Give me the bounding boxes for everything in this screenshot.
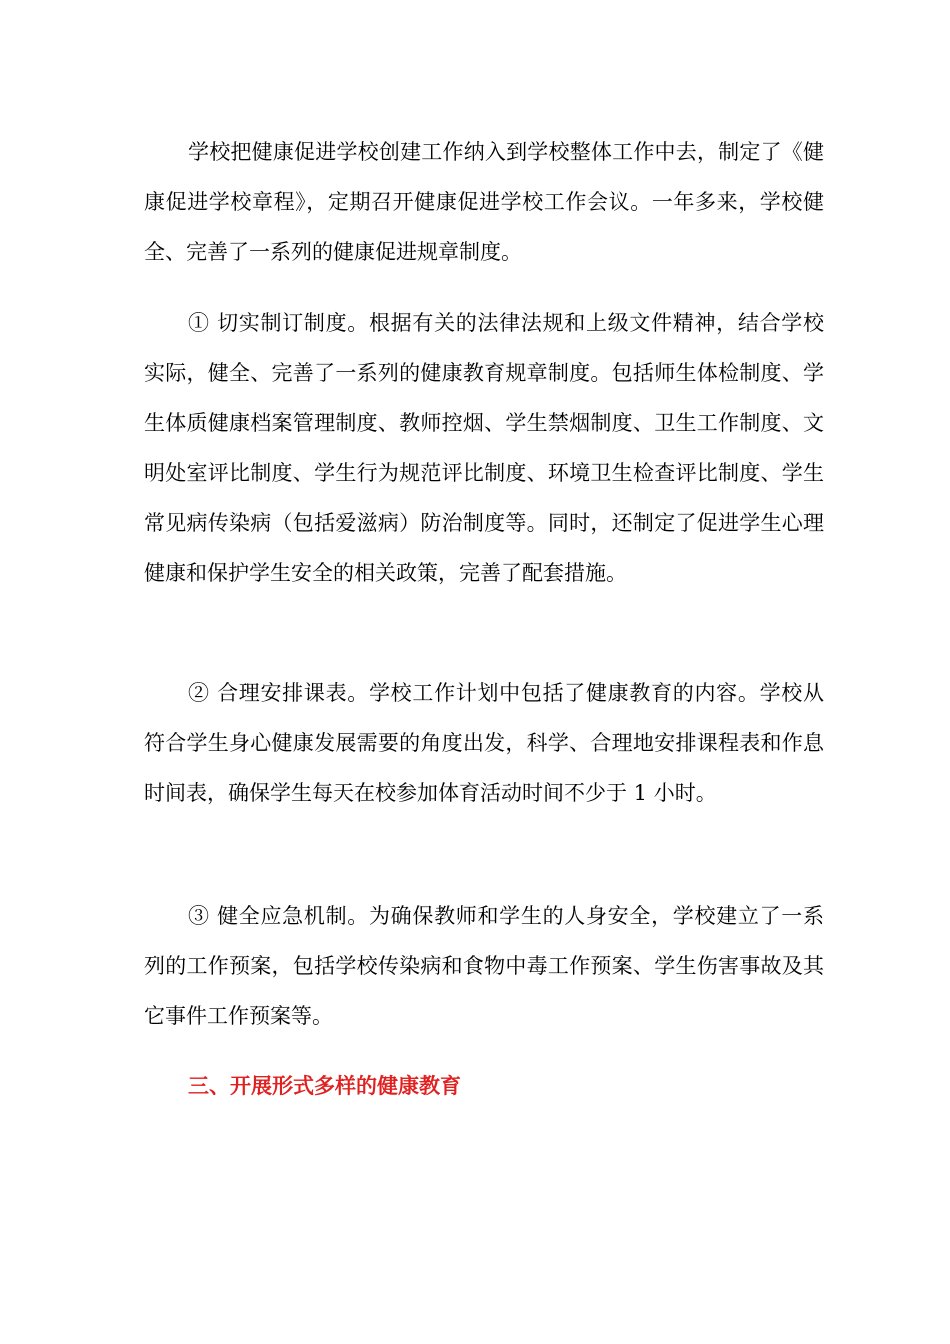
rules-paragraph: ① 切实制订制度。根据有关的法律法规和上级文件精神，结合学校实际，健全、完善了一系列的健康教育规章制度。包括师生体检制度、学生体质健康档案管理制度、教师控烟、学生禁烟制度、卫生工作制度、文明处室评比制度、学生行为规范评比制度、环境卫生检查评比制度、学生常见病传染病（包括爱滋病）防治制度等。同时，还制定了促进学生心理健康和保护学生安全的相关政策，完善了配套措施。 <box>144 311 824 585</box>
section-heading: 三、开展形式多样的健康教育 <box>188 1073 461 1098</box>
paragraph-block-2 <box>144 298 824 598</box>
schedule-paragraph: ② 合理安排课表。学校工作计划中包括了健康教育的内容。学校从符合学生身心健康发展需要的角度出发，科学、合理地安排课程表和作息时间表，确保学生每天在校参加体育活动时间不少于 1 小时。 <box>144 681 824 805</box>
paragraph-block-1 <box>144 127 824 277</box>
emergency-paragraph: ③ 健全应急机制。为确保教师和学生的人身安全，学校建立了一系列的工作预案，包括学校传染病和食物中毒工作预案、学生伤害事故及其它事件工作预案等。 <box>144 904 824 1028</box>
paragraph-block-3 <box>144 668 824 818</box>
paragraph-block-4 <box>144 891 824 1041</box>
intro-paragraph: 学校把健康促进学校创建工作纳入到学校整体工作中去，制定了《健康促进学校章程》，定期召开健康促进学校工作会议。一年多来，学校健全、完善了一系列的健康促进规章制度。 <box>144 140 824 264</box>
